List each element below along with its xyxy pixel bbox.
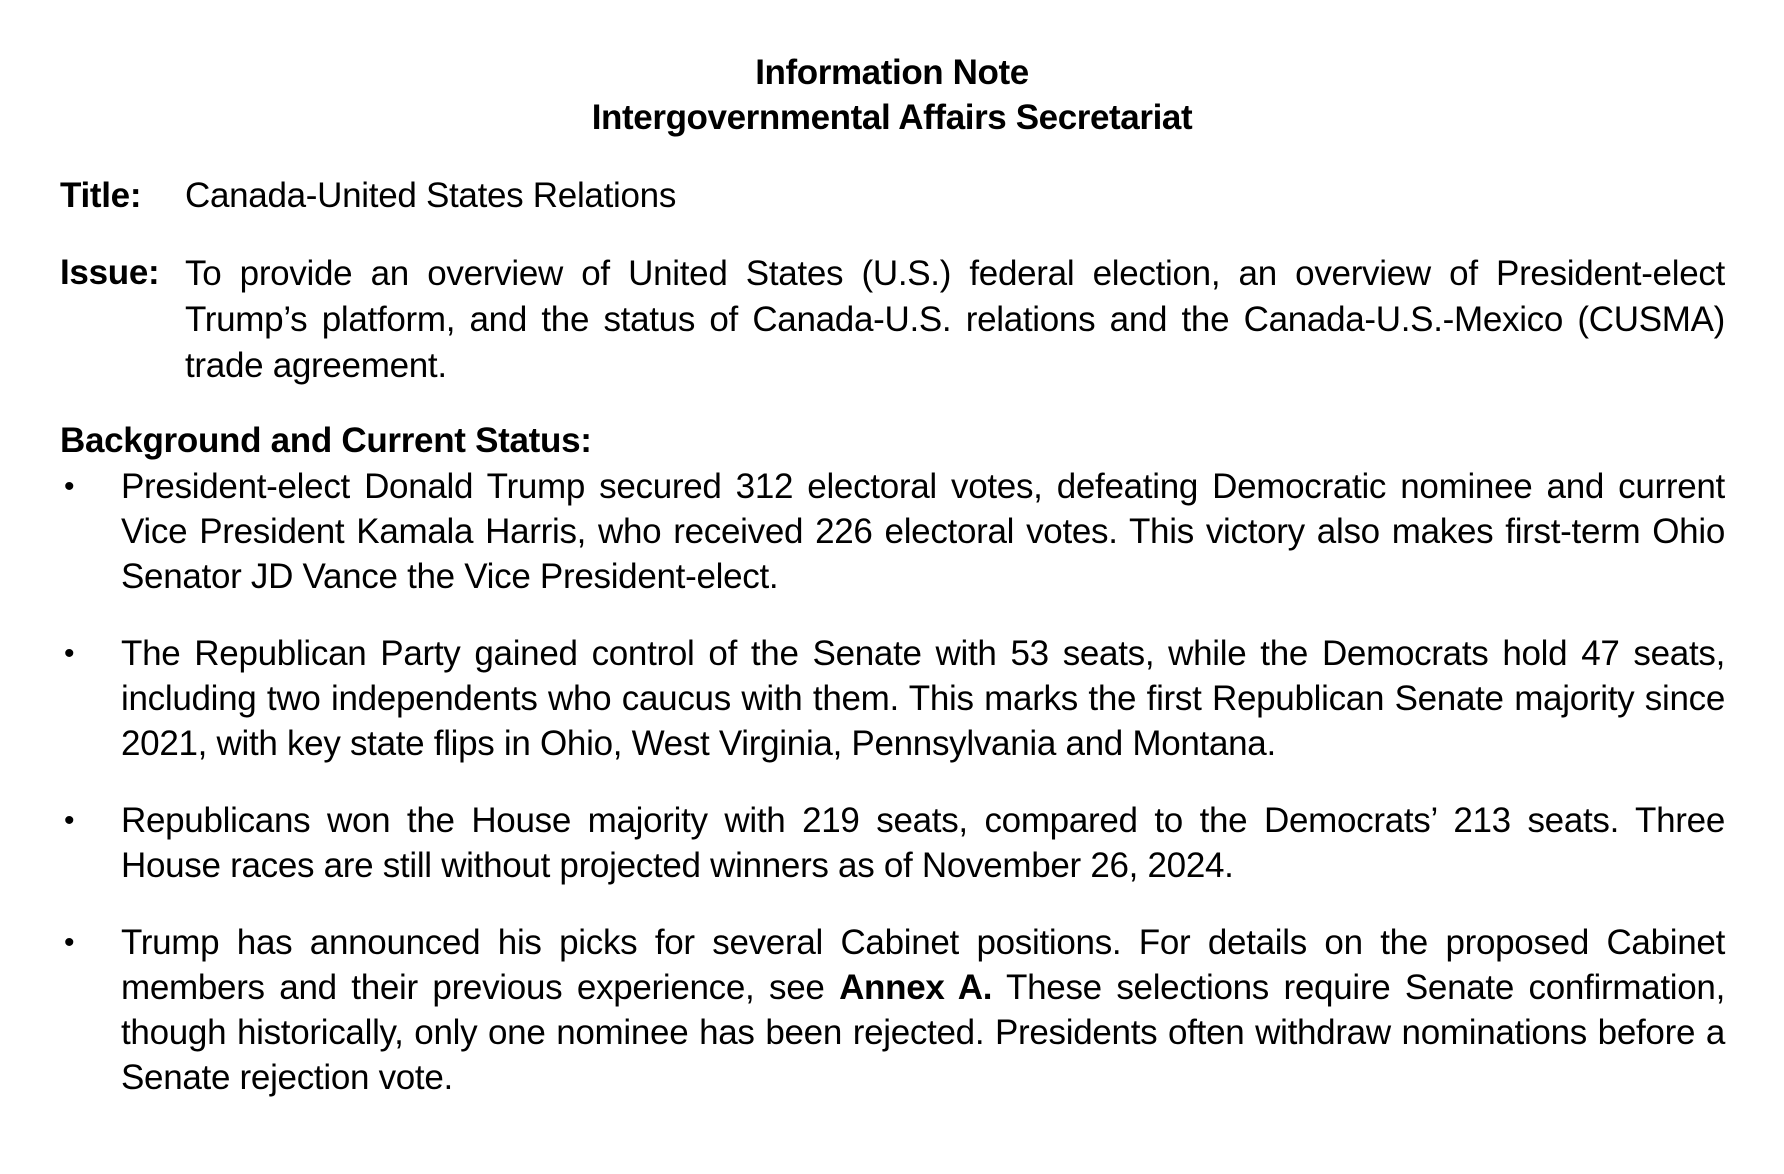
issue-field: [60, 251, 1725, 391]
bullet-icon: •: [64, 926, 75, 959]
background-heading: Background and Current Status:: [60, 421, 592, 460]
list-item: [60, 464, 1725, 599]
list-item: [60, 798, 1725, 888]
issue-label: Issue:: [60, 253, 160, 292]
background-list: [60, 464, 1725, 1132]
title-field: [60, 174, 1725, 218]
document-title: Information Note: [755, 53, 1029, 92]
list-item: [60, 920, 1725, 1100]
bullet-icon: •: [64, 637, 75, 670]
issue-value: To provide an overview of United States (U.S.) federal election, an overview of President-elect Trump’s platform, and the status of Canada-U.S. relations and the Canada-U.S.-Mexico (CUSMA) trade agreement.: [185, 254, 1725, 385]
list-item-text: [121, 920, 1725, 1100]
list-item-text-part: These selections require Senate confirmation, though historically, only one nominee has been rejected. Presidents often withdraw nominations before a Senate rejection vote.: [121, 968, 1725, 1097]
title-value: Canada-United States Relations: [185, 176, 677, 215]
document-subtitle: Intergovernmental Affairs Secretariat: [591, 98, 1193, 137]
list-item-text: The Republican Party gained control of the Senate with 53 seats, while the Democrats hold 47 seats, including two independents who caucus with them. This marks the first Republican Senate majority since 2021, with key state flips in Ohio, West Virginia, Pennsylvania and Montana.: [121, 634, 1725, 763]
list-item-text: Republicans won the House majority with 219 seats, compared to the Democrats’ 213 seats. Three House races are still without projected winners as of November 26, 2024.: [121, 801, 1725, 885]
annex-reference: Annex A.: [839, 968, 993, 1007]
title-label: Title:: [60, 176, 142, 215]
bullet-icon: •: [64, 470, 75, 503]
list-item-text: President-elect Donald Trump secured 312 electoral votes, defeating Democratic nominee and current Vice President Kamala Harris, who received 226 electoral votes. This victory also makes first-term Ohio Senator JD Vance the Vice President-elect.: [121, 467, 1725, 596]
list-item: [60, 631, 1725, 766]
bullet-icon: •: [64, 804, 75, 837]
list-item-text-part: Trump has announced his picks for several Cabinet positions. For details on the proposed Cabinet members and their previous experience, see: [121, 923, 1725, 1007]
